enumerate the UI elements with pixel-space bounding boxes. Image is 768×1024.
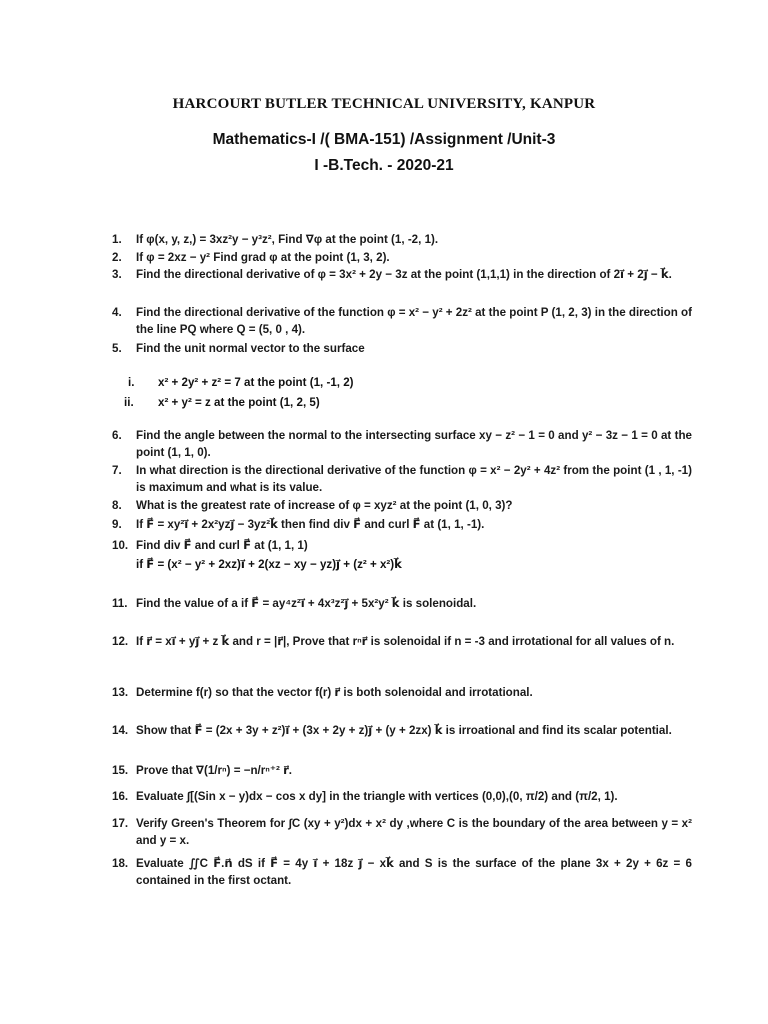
question-8 <box>112 497 692 514</box>
question-14 <box>112 722 692 739</box>
question-text: Evaluate ∫[(Sin x − y)dx − cos x dy] in the triangle with vertices (0,0),(0, π/2) and (π/2, 1). <box>136 790 618 803</box>
question-number: 17. <box>112 817 129 830</box>
question-text: Find div F⃗ and curl F⃗ at (1, 1, 1) <box>136 539 308 552</box>
question-text: If φ = 2xz − y² Find grad φ at the point (1, 3, 2). <box>136 251 390 264</box>
question-number: 3. <box>112 268 122 281</box>
session-title: I -B.Tech. - 2020-21 <box>314 157 454 174</box>
course-title: Mathematics-I /( BMA-151) /Assignment /Unit-3 <box>212 131 556 148</box>
question-1 <box>112 231 692 248</box>
question-text: Show that F⃗ = (2x + 3y + z²)i⃗ + (3x + 2y + z)j⃗ + (y + 2zx) k⃗ is irroational and find its scalar potential. <box>136 724 672 737</box>
part-label: i. <box>128 376 135 389</box>
question-10-condition: if F⃗ = (x² − y² + 2xz)i⃗ + 2(xz − xy − yz)j⃗ + (z² + x²)k⃗ <box>136 558 402 571</box>
question-text: Find the unit normal vector to the surface <box>136 342 365 355</box>
question-number: 9. <box>112 518 122 531</box>
question-text: Find the value of a if F⃗ = ay⁴z²i⃗ + 4x³z²j⃗ + 5x²y² k⃗ is solenoidal. <box>136 597 477 610</box>
question-text: Find the directional derivative of the function φ = x² − y² + 2z² at the point P (1, 2, 3) in the direction of the line PQ where Q = (5, 0 , 4). <box>136 306 692 336</box>
question-number: 6. <box>112 429 122 442</box>
question-text: If F⃗ = xy²i⃗ + 2x²yzj⃗ − 3yz²k⃗ then find div F⃗ and curl F⃗ at (1, 1, -1). <box>136 518 485 531</box>
question-2 <box>112 249 692 266</box>
question-text: Evaluate ∬C F⃗.n⃗ dS if F⃗ = 4y i⃗ + 18z j⃗ − xk⃗ and S is the surface of the plane 3x + 2y + 6z = 6 contained in the first octant. <box>136 857 692 887</box>
question-text: If φ(x, y, z,) = 3xz²y − y³z², Find ∇φ at the point (1, -2, 1). <box>136 233 439 246</box>
question-number: 2. <box>112 251 122 264</box>
question-text: What is the greatest rate of increase of φ = xyz² at the point (1, 0, 3)? <box>136 499 513 512</box>
question-10 <box>112 537 692 554</box>
part-label: ii. <box>124 396 134 409</box>
question-number: 13. <box>112 686 129 699</box>
university-title: HARCOURT BUTLER TECHNICAL UNIVERSITY, KANPUR <box>172 96 596 112</box>
question-3 <box>112 266 692 283</box>
question-number: 15. <box>112 764 129 777</box>
question-number: 14. <box>112 724 129 737</box>
question-5 <box>112 340 692 357</box>
question-18 <box>112 855 692 889</box>
question-number: 4. <box>112 306 122 319</box>
question-number: 5. <box>112 342 122 355</box>
question-number: 7. <box>112 464 122 477</box>
question-text: Determine f(r) so that the vector f(r) r⃗ is both solenoidal and irrotational. <box>136 686 533 699</box>
question-text: Verify Green's Theorem for ∫C (xy + y²)dx + x² dy ,where C is the boundary of the area between y = x² and y = x. <box>136 817 692 847</box>
question-number: 11. <box>112 597 128 610</box>
question-number: 12. <box>112 635 129 648</box>
question-text: In what direction is the directional derivative of the function φ = x² − 2y² + 4z² from the point (1 , 1, -1) is maximum and what is its value. <box>136 464 692 494</box>
question-17 <box>112 815 692 849</box>
question-text: Prove that ∇(1/rⁿ) = −n/rⁿ⁺² r⃗. <box>136 764 293 777</box>
question-text: If r⃗ = xi⃗ + yj⃗ + z k⃗ and r = |r⃗|, Prove that rⁿr⃗ is solenoidal if n = -3 and irrotational for all values of n. <box>136 635 675 648</box>
question-12 <box>112 633 692 650</box>
question-11 <box>112 595 692 612</box>
question-number: 18. <box>112 857 129 870</box>
question-7 <box>112 462 692 496</box>
question-text: Find the angle between the normal to the intersecting surface xy − z² − 1 = 0 and y² − 3z − 1 = 0 at the point (1, 1, 0). <box>136 429 692 459</box>
question-4 <box>112 304 692 338</box>
part-text: x² + y² = z at the point (1, 2, 5) <box>158 396 320 409</box>
question-6 <box>112 427 692 461</box>
part-text: x² + 2y² + z² = 7 at the point (1, -1, 2) <box>158 376 354 389</box>
question-16 <box>112 788 692 805</box>
question-9 <box>112 516 692 533</box>
question-15 <box>112 762 692 779</box>
question-number: 16. <box>112 790 129 803</box>
question-number: 1. <box>112 233 122 246</box>
question-13 <box>112 684 692 701</box>
question-text: Find the directional derivative of φ = 3x² + 2y − 3z at the point (1,1,1) in the direction of 2i⃗ + 2j⃗ − k⃗. <box>136 268 672 281</box>
question-number: 10. <box>112 539 129 552</box>
question-number: 8. <box>112 499 122 512</box>
